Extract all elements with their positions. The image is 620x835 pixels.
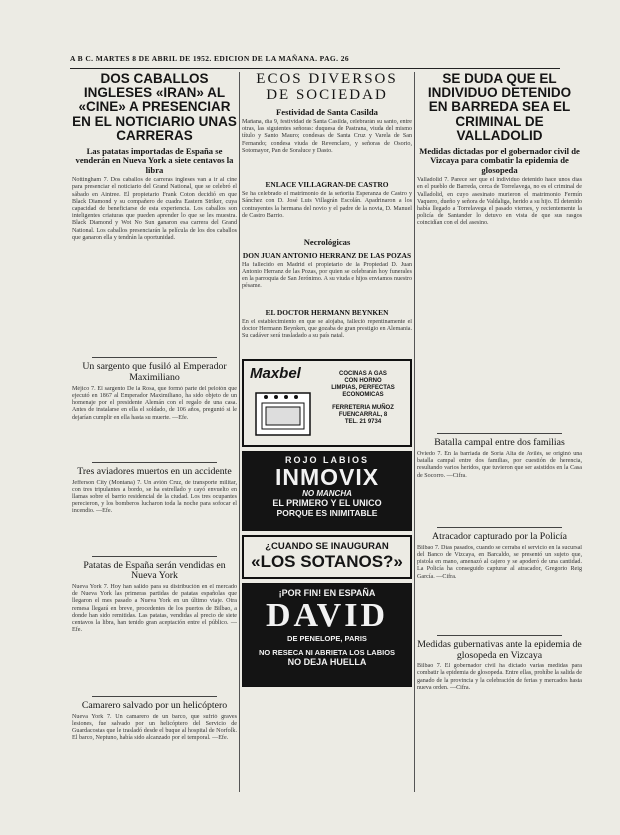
headline-sargento: Un sargento que fusiló al Emperador Maximiliano [82, 361, 227, 383]
ad-maxbel-phone: TEL. 21 9734 [344, 418, 382, 425]
headline-batalla: Batalla campal entre dos familias [434, 437, 565, 449]
headline-nuevayork: Patatas de España serán vendidas en Nueva York [83, 559, 226, 582]
ad-david-line: NO DEJA HUELLA [287, 656, 367, 667]
ad-maxbel-address: FUENCARRAL, 8 [338, 411, 388, 418]
article-aviadores: Jefferson City (Montana) 7. Un avión Cruz, de transporte militar, con tres tripulantes a bordo, se ha estrellado y cayó envuelto en llamas sobre el barrio residencial de la ciudad. Los tres ocupantes perecieron, y los bomberos lucharon toda la noche para sofocar el incendio. —Efe. [72, 479, 237, 515]
ad-david [242, 583, 412, 687]
headline-aviadores: Tres aviadores muertos en un accidente [77, 465, 232, 477]
column-1 [72, 72, 237, 792]
ad-inmovix-line: NO MANCHA [302, 488, 352, 498]
article-enlace: Se ha celebrado el matrimonio de la señorita Esperanza de Castro y Sánchez con D. José Luis Villagrán Escolán. Apadrinaron a los contrayentes la hermana del novio y el padre de la novia, D. Manuel de Castro Barrio. [242, 191, 412, 219]
ad-inmovix-line: EL PRIMERO Y EL UNICO [272, 497, 382, 508]
ad-maxbel-tag: ECONOMICAS [342, 391, 384, 398]
stove-icon [252, 387, 314, 439]
headline-enlace: ENLACE VILLAGRAN-DE CASTRO [265, 179, 389, 189]
divider [92, 556, 217, 557]
divider [437, 527, 562, 528]
headline-atracador: Atracador capturado por la Policía [432, 530, 567, 542]
article-batalla: Oviedo 7. En la barriada de Soria Alta de Avilés, se originó una batalla campal entre dos familias, por cuestión de herencia, resultando varios heridos, que tuvieron que ser asistidos en la Casa de Socorro. —Cifra. [417, 450, 582, 479]
article-caballos: Nottingham 7. Dos caballos de carreras ingleses van a ir al cine para presenciar el noticiario del Grand National, que se celebró el sábado en Aintree. El propietario Frank Coton decidió en que Black Diamond y su compañero de cuadra Eastern Striker, cuya capacidad de beneficiarse de esta experiencia. Los caballos son inteligentes criaturas que pueden aprender lo que se les muestra. Black Diamond y Wot No Sun ganaron esa carrera del Grand National. Los caballos presenciarán la película de los dos caballos que ganaron ella y tendrán la oportunidad. [72, 177, 237, 241]
article-nuevayork: Nueva York 7. Hoy han salido para su distribución en el mercado de Nueva York las primeras partidas de patatas españolas que llegaron el mes pasado a Nueva York en un último viaje. Otra remesa llegará en breve, procedentes de los puertos de Bilbao, a donde han sido remitidas. Las patatas, vendidas al precio de siete centavos la libra, han tenido gran aceptación entre el público. —Efe. [72, 584, 237, 634]
headline-caballos: DOS CABALLOS INGLESES «IRAN» AL «CINE» A PRESENCIAR EN EL NOTICIARIO UNAS CARRERAS [72, 72, 237, 143]
divider [437, 635, 562, 636]
ad-maxbel-text [318, 371, 408, 426]
headline-medidas2: Medidas gubernativas ante la epidemia de glosopeda en Vizcaya [417, 638, 582, 661]
article-atracador: Bilbao 7. Días pasados, cuando se cerraba el servicio en la sucursal del Banco de Vizcaya, en Barcaldo, se presentó un sujeto que, pistola en mano, amenazó al cajero y se apoderó de una cantidad. La Policía ha conseguido capturar al atracador, Gregorio Reig García. —Cifra. [417, 544, 582, 580]
ad-inmovix [242, 451, 412, 531]
column-rule [414, 72, 415, 792]
ad-inmovix-line: PORQUE ES INIMITABLE [276, 507, 378, 518]
ad-david-line: NO RESECA NI ABRIETA LOS LABIOS [258, 647, 396, 657]
article-valladolid: Valladolid 7. Parece ser que el individuo detenido hace unos días en el pueblo de Barreda, cerca de Torrelavega, no es el criminal de Valladolid, en cuyo asesinato murieron el matrimonio Fermín Vaquero, dueño y señora de Valdaliga, herido a su hijo. El detenido había llegado a Torrelavega el pasado viernes, y recientemente la policía de Santander lo detuvo en vista de que sus rasgos coincidían con el del asesino. [417, 177, 582, 227]
divider [92, 462, 217, 463]
column-rule [239, 72, 240, 792]
ad-maxbel-shop: FERRETERIA MUÑOZ [332, 404, 394, 411]
headline-casilda: Festividad de Santa Casilda [276, 106, 378, 117]
ad-sotanos-question: ¿CUANDO SE INAUGURAN [265, 540, 389, 552]
headline-ecos: ECOS DIVERSOS DE SOCIEDAD [256, 72, 398, 103]
subheadline-medidas: Medidas dictadas por el gobernador civil de Vizcaya para combatir la epidemia de glosopeda [419, 145, 580, 175]
article-casilda: Mañana, día 9, festividad de Santa Casilda, celebrarán su santo, entre otras, las siguientes señoras: duquesa de Pastrana, viuda del mismo título y Santo Mauro; condesas de Santa Cruz y Varela de San Fernando; condesa viuda de Revenclaro, y señoras de Osorio, Sotomayor, Pan de Soraluce y Dasto. [242, 118, 412, 154]
column-3 [417, 72, 582, 792]
divider [92, 696, 217, 697]
article-sargento: Méjico 7. El sargento De la Rosa, que formó parte del pelotón que ejecutó en 1867 al Emperador Maximiliano, ha sido objeto de un homenaje por el presidente Alemán con el regalo de una casa. Antes de instalarse en ella el soldado, de 106 años, preguntó si le dejarían cumplir en ella hasta su muerte. —Efe. [72, 385, 237, 421]
headline-duda: SE DUDA QUE EL INDIVIDUO DETENIDO EN BARREDA SEA EL CRIMINAL DE VALLADOLID [427, 72, 572, 143]
column-2 [242, 72, 412, 792]
ad-maxbel-tag: COCINAS A GAS [339, 370, 387, 377]
ad-maxbel-brand: Maxbel [250, 364, 301, 382]
article-beynken: En el establecimiento en que se alojaba, falleció repentinamente el doctor Hermann Beynken, que gozaba de gran prestigio en Alemania. Su cadáver será trasladado a su país natal. [242, 318, 412, 340]
ad-inmovix-top: ROJO LABIOS [284, 454, 369, 465]
ad-david-sub: DE PENELOPE, PARIS [287, 633, 367, 643]
article-herranz: Ha fallecido en Madrid el propietario de la Propiedad D. Juan Antonio Herranz de las Pozas, por quien se celebrarán hoy funerales en la parroquia de San Jerónimo. A su viuda e hijos enviamos nuestro pésame. [242, 261, 412, 290]
divider [437, 433, 562, 434]
ad-sotanos [242, 535, 412, 579]
headline-beynken: EL DOCTOR HERMANN BEYNKEN [265, 307, 389, 317]
article-salvado: Nueva York 7. Un camarero de un barco, que sufrió graves lesiones, fue salvado por un helicóptero del Servicio de Guardacostas que le trasladó desde el buque al hospital de Norfolk. El barco, Neptuno, había sido alcanzado por el temporal. —Efe. [72, 713, 237, 742]
article-medidas2: Bilbao 7. El gobernador civil ha dictado varias medidas para combatir la epidemia de glosopeda. Entre ellas, prohíbe la salida de ganado de la provincia y la celebración de ferias y mercados hasta nueva orden. —Cifra. [417, 663, 582, 691]
divider [92, 357, 217, 358]
ad-maxbel [242, 359, 412, 447]
ad-maxbel-tag: LIMPIAS, PERFECTAS [331, 384, 395, 391]
ad-inmovix-brand: INMOVIX [274, 463, 380, 490]
ad-david-brand: DAVID [265, 596, 389, 634]
page-header: A B C. MARTES 8 DE ABRIL DE 1952. EDICION DE LA MAÑANA. PAG. 26 [70, 54, 560, 69]
ad-sotanos-brand: «LOS SOTANOS?» [251, 551, 403, 571]
subheadline-patatas: Las patatas importadas de España se venderán en Nueva York a siete centavos la libra [75, 145, 234, 175]
headline-salvado: Camarero salvado por un helicóptero [81, 700, 228, 712]
headline-necrologicas: Necrológicas [303, 237, 351, 248]
ad-david-top: ¡POR FIN! EN ESPAÑA [278, 587, 376, 598]
headline-herranz: DON JUAN ANTONIO HERRANZ DE LAS POZAS [242, 250, 412, 260]
ad-maxbel-tag: CON HORNO [344, 377, 382, 384]
